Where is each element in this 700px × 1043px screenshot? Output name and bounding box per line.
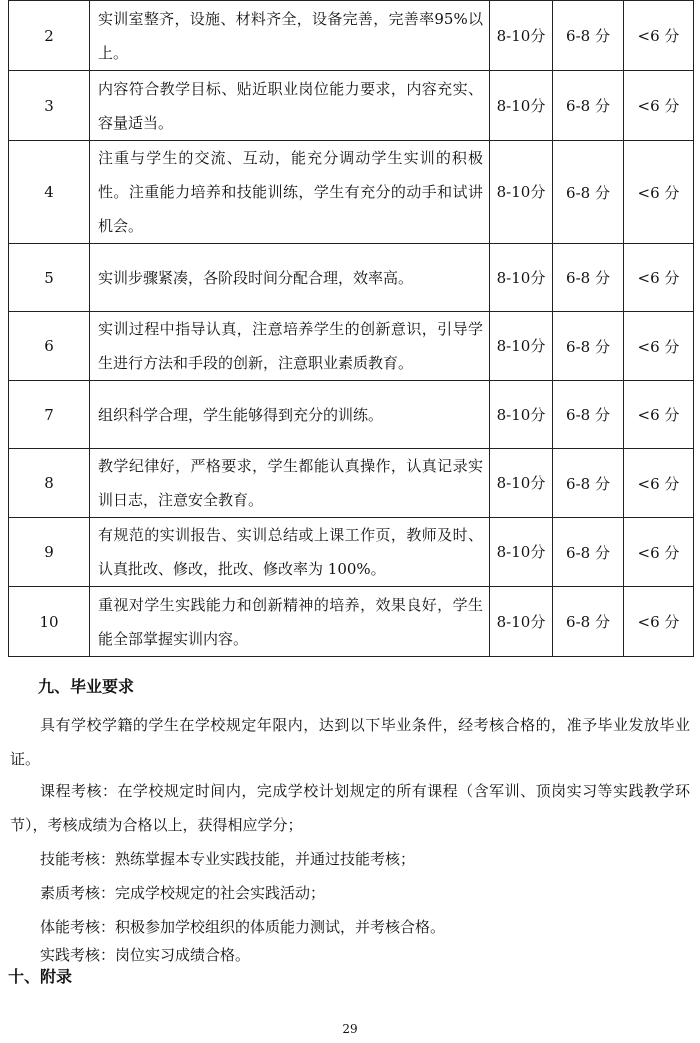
page-number: 29 xyxy=(342,1022,358,1036)
score-excellent: 8-10分 xyxy=(490,518,553,587)
table-row xyxy=(9,449,694,518)
score-good: 6-8 分 xyxy=(553,449,624,518)
section-heading-graduation: 九、毕业要求 xyxy=(38,677,135,696)
row-number: 5 xyxy=(9,244,90,312)
score-poor: <6 分 xyxy=(624,518,694,587)
score-excellent: 8-10分 xyxy=(490,587,553,657)
paragraph-practice-assessment: 实践考核：岗位实习成绩合格。 xyxy=(40,946,251,964)
score-poor: <6 分 xyxy=(624,381,694,449)
score-good: 6-8 分 xyxy=(553,381,624,449)
criterion-text: 实训室整齐，设施、材料齐全，设备完善，完善率95%以上。 xyxy=(90,1,490,71)
paragraph-intro: 具有学校学籍的学生在学校规定年限内，达到以下毕业条件，经考核合格的，准予毕业发放毕业证。 xyxy=(10,716,690,768)
row-number: 6 xyxy=(9,312,90,381)
criterion-text: 组织科学合理，学生能够得到充分的训练。 xyxy=(90,381,490,449)
paragraph-physical-assessment: 体能考核：积极参加学校组织的体质能力测试，并考核合格。 xyxy=(40,918,446,936)
score-poor: <6 分 xyxy=(624,449,694,518)
score-good: 6-8 分 xyxy=(553,518,624,587)
score-poor: <6 分 xyxy=(624,1,694,71)
criterion-text: 注重与学生的交流、互动，能充分调动学生实训的积极性。注重能力培养和技能训练，学生有充分的动手和试讲机会。 xyxy=(90,141,490,244)
row-number: 2 xyxy=(9,1,90,71)
score-excellent: 8-10分 xyxy=(490,71,553,141)
row-number: 3 xyxy=(9,71,90,141)
table-row xyxy=(9,312,694,381)
table-row xyxy=(9,587,694,657)
paragraph-skill-assessment: 技能考核：熟练掌握本专业实践技能，并通过技能考核； xyxy=(40,850,416,868)
criterion-text: 重视对学生实践能力和创新精神的培养，效果良好，学生能全部掌握实训内容。 xyxy=(90,587,490,657)
evaluation-table xyxy=(8,0,694,657)
table-row xyxy=(9,381,694,449)
criterion-text: 内容符合教学目标、贴近职业岗位能力要求，内容充实、容量适当。 xyxy=(90,71,490,141)
score-good: 6-8 分 xyxy=(553,71,624,141)
score-poor: <6 分 xyxy=(624,71,694,141)
score-excellent: 8-10分 xyxy=(490,141,553,244)
row-number: 10 xyxy=(9,587,90,657)
score-good: 6-8 分 xyxy=(553,244,624,312)
score-excellent: 8-10分 xyxy=(490,381,553,449)
criterion-text: 教学纪律好，严格要求，学生都能认真操作，认真记录实训日志，注意安全教育。 xyxy=(90,449,490,518)
criterion-text: 实训步骤紧凑，各阶段时间分配合理，效率高。 xyxy=(90,244,490,312)
score-excellent: 8-10分 xyxy=(490,449,553,518)
row-number: 7 xyxy=(9,381,90,449)
section-heading-appendix: 十、附录 xyxy=(8,967,73,986)
row-number: 4 xyxy=(9,141,90,244)
table-row xyxy=(9,244,694,312)
table-row xyxy=(9,518,694,587)
table-row xyxy=(9,1,694,71)
row-number: 8 xyxy=(9,449,90,518)
score-excellent: 8-10分 xyxy=(490,312,553,381)
score-poor: <6 分 xyxy=(624,244,694,312)
paragraph-quality-assessment: 素质考核：完成学校规定的社会实践活动； xyxy=(40,884,326,902)
criterion-text: 有规范的实训报告、实训总结或上课工作页，教师及时、认真批改、修改，批改、修改率为 100%。 xyxy=(90,518,490,587)
criterion-text: 实训过程中指导认真，注意培养学生的创新意识，引导学生进行方法和手段的创新，注意职业素质教育。 xyxy=(90,312,490,381)
table-row xyxy=(9,71,694,141)
score-good: 6-8 分 xyxy=(553,587,624,657)
score-good: 6-8 分 xyxy=(553,141,624,244)
score-poor: <6 分 xyxy=(624,312,694,381)
paragraph-course-assessment: 课程考核：在学校规定时间内，完成学校计划规定的所有课程（含军训、顶岗实习等实践教学环节），考核成绩为合格以上，获得相应学分； xyxy=(10,782,690,834)
score-excellent: 8-10分 xyxy=(490,1,553,71)
score-good: 6-8 分 xyxy=(553,312,624,381)
score-excellent: 8-10分 xyxy=(490,244,553,312)
row-number: 9 xyxy=(9,518,90,587)
score-good: 6-8 分 xyxy=(553,1,624,71)
score-poor: <6 分 xyxy=(624,141,694,244)
score-poor: <6 分 xyxy=(624,587,694,657)
table-row xyxy=(9,141,694,244)
